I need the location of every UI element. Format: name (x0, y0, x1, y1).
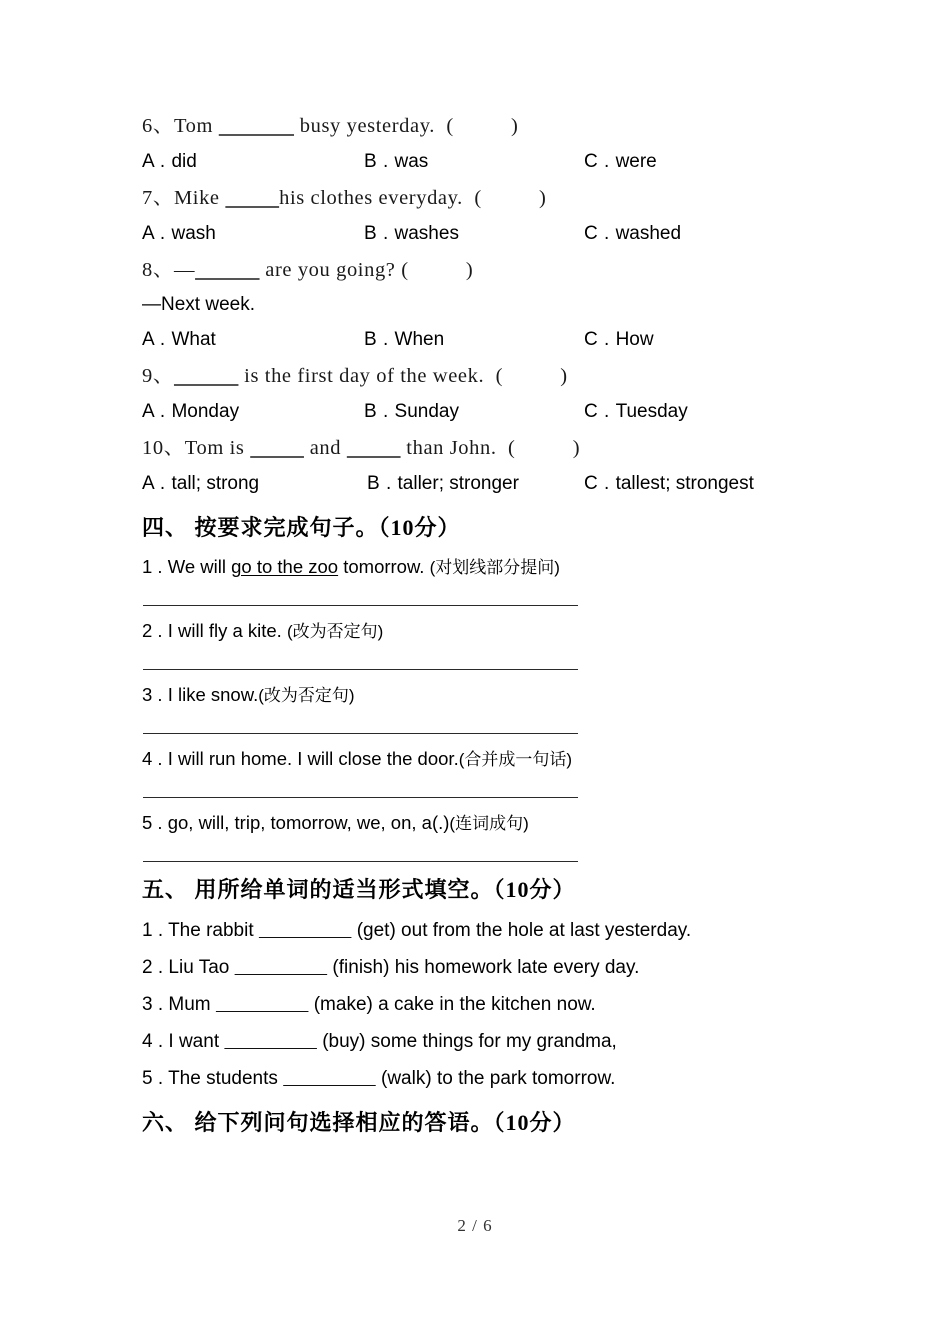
item-5-3-blank[interactable] (216, 994, 309, 1015)
option-9-a-text: Monday (171, 401, 240, 422)
question-stem-10 (142, 430, 842, 466)
section-heading-five: 五、 用所给单词的适当形式填空。（10分） (142, 877, 576, 902)
item-5-1-before: The rabbit (168, 920, 259, 941)
item-4-4-before: I will run home. I will close the door. (167, 748, 459, 769)
option-10-b-text: taller; stronger (397, 473, 519, 494)
item-4-1-number: 1 . (142, 556, 168, 577)
option-8-c[interactable] (584, 322, 654, 358)
item-5-5-number: 5 . (142, 1068, 169, 1089)
item-4-4-number: 4 . (142, 748, 168, 769)
section-five-item-3 (142, 986, 842, 1023)
item-4-5-instruction: (连词成句) (449, 814, 529, 833)
item-4-4-instruction: (合并成一句话) (458, 750, 573, 769)
option-7-b-label: B . (364, 223, 395, 244)
section-five-item-5 (142, 1060, 842, 1097)
item-5-5-after: (walk) to the park tomorrow. (375, 1068, 616, 1089)
item-4-2-instruction: (改为否定句) (286, 622, 384, 641)
section-five-item-4 (142, 1023, 842, 1060)
question-stem-6 (142, 108, 842, 144)
item-5-5-blank[interactable] (283, 1068, 376, 1089)
answer-write-line-4-3[interactable] (143, 733, 578, 734)
option-9-b-label: B . (364, 401, 395, 422)
option-6-a-text: did (171, 151, 197, 172)
section-four-item-3 (142, 678, 842, 713)
q8-blank (195, 259, 260, 281)
option-9-b-text: Sunday (394, 401, 459, 422)
section-four-item-1 (142, 550, 842, 585)
option-8-c-label: C . (584, 329, 616, 350)
item-4-1-underlined: go to the zoo (231, 556, 339, 577)
section-four-item-4 (142, 742, 842, 777)
options-row-10 (142, 466, 842, 502)
option-7-b-text: washes (394, 223, 459, 244)
option-6-a[interactable] (142, 144, 197, 180)
option-9-b[interactable] (364, 394, 459, 430)
q10-blank-2 (347, 437, 401, 459)
option-9-a[interactable] (142, 394, 239, 430)
section-five-item-1 (142, 912, 842, 949)
q6-suffix: busy yesterday. ( ) (294, 115, 519, 137)
item-5-4-before: I want (168, 1031, 225, 1052)
q9-prefix: 9、 (142, 365, 174, 387)
option-10-b[interactable] (367, 466, 519, 502)
option-6-a-label: A . (142, 151, 172, 172)
option-7-a-label: A . (142, 223, 172, 244)
option-6-c-text: were (615, 151, 657, 172)
option-6-b-text: was (394, 151, 429, 172)
item-5-2-after: (finish) his homework late every day. (327, 957, 640, 978)
option-7-a[interactable] (142, 216, 216, 252)
item-4-3-instruction: (改为否定句) (258, 686, 355, 705)
answer-write-line-4-1[interactable] (143, 605, 578, 606)
section-five-item-2 (142, 949, 842, 986)
option-10-c-text: tallest; strongest (615, 473, 754, 494)
page-number-footer: 2 / 6 (457, 1216, 493, 1235)
option-10-b-label: B . (367, 473, 398, 494)
option-8-c-text: How (615, 329, 654, 350)
q9-suffix: is the first day of the week. ( ) (238, 365, 568, 387)
item-5-4-after: (buy) some things for my grandma, (316, 1031, 617, 1052)
question-stem-9 (142, 358, 842, 394)
q6-prefix: 6、Tom (142, 115, 219, 137)
option-7-b[interactable] (364, 216, 459, 252)
option-8-b[interactable] (364, 322, 444, 358)
q7-suffix: his clothes everyday. ( ) (279, 187, 547, 209)
item-5-1-blank[interactable] (259, 920, 352, 941)
q10-blank-1 (250, 437, 304, 459)
option-6-c-label: C . (584, 151, 616, 172)
item-4-1-instruction: (对划线部分提问) (429, 558, 560, 577)
option-9-c-text: Tuesday (615, 401, 688, 422)
option-6-b-label: B . (364, 151, 395, 172)
item-5-4-blank[interactable] (224, 1031, 317, 1052)
q10-prefix: 10、Tom is (142, 437, 251, 459)
option-7-c-text: washed (615, 223, 682, 244)
option-10-a-text: tall; strong (171, 473, 260, 494)
item-4-3-number: 3 . (142, 684, 168, 705)
item-5-1-after: (get) out from the hole at last yesterday. (351, 920, 692, 941)
section-four-item-2 (142, 614, 842, 649)
option-9-c[interactable] (584, 394, 688, 430)
options-row-9 (142, 394, 842, 430)
item-4-2-before: I will fly a kite. (167, 620, 287, 641)
option-8-a-label: A . (142, 329, 172, 350)
option-8-b-label: B . (364, 329, 395, 350)
options-row-8 (142, 322, 842, 358)
item-5-3-before: Mum (168, 994, 216, 1015)
answer-write-line-4-2[interactable] (143, 669, 578, 670)
question-stem-8 (142, 252, 842, 288)
option-9-a-label: A . (142, 401, 172, 422)
option-7-c[interactable] (584, 216, 681, 252)
item-5-2-number: 2 . (142, 957, 169, 978)
section-heading-six: 六、 给下列问句选择相应的答语。（10分） (142, 1110, 576, 1135)
answer-write-line-4-5[interactable] (143, 861, 578, 862)
section-four-item-5 (142, 806, 842, 841)
item-5-5-before: The students (168, 1068, 284, 1089)
q10-mid: and (303, 437, 347, 459)
q8-prefix: 8、— (142, 259, 196, 281)
item-4-1-after: tomorrow. (338, 556, 430, 577)
option-8-a[interactable] (142, 322, 216, 358)
question-8-answer-line: —Next week. (142, 294, 255, 315)
option-10-a[interactable] (142, 466, 259, 502)
item-4-5-before: go, will, trip, tomorrow, we, on, a(.) (167, 812, 450, 833)
options-row-6 (142, 144, 842, 180)
item-5-2-blank[interactable] (235, 957, 328, 978)
options-row-7 (142, 216, 842, 252)
item-5-3-after: (make) a cake in the kitchen now. (308, 994, 596, 1015)
option-8-a-text: What (171, 329, 216, 350)
option-10-c[interactable] (584, 466, 754, 502)
option-8-b-text: When (394, 329, 445, 350)
q9-blank (174, 365, 239, 387)
q10-suffix: than John. ( ) (400, 437, 581, 459)
item-4-3-before: I like snow. (167, 684, 259, 705)
item-5-4-number: 4 . (142, 1031, 169, 1052)
item-4-1-before: We will (167, 556, 232, 577)
item-4-2-number: 2 . (142, 620, 168, 641)
q7-prefix: 7、Mike (142, 187, 226, 209)
page-content (142, 108, 842, 1145)
item-4-5-number: 5 . (142, 812, 168, 833)
option-10-c-label: C . (584, 473, 616, 494)
item-5-1-number: 1 . (142, 920, 169, 941)
item-5-2-before: Liu Tao (168, 957, 235, 978)
question-stem-7 (142, 180, 842, 216)
item-5-3-number: 3 . (142, 994, 169, 1015)
option-9-c-label: C . (584, 401, 616, 422)
q8-suffix: are you going? ( ) (259, 259, 474, 281)
option-7-c-label: C . (584, 223, 616, 244)
q6-blank (219, 115, 294, 137)
option-10-a-label: A . (142, 473, 172, 494)
answer-write-line-4-4[interactable] (143, 797, 578, 798)
option-6-c[interactable] (584, 144, 657, 180)
option-7-a-text: wash (171, 223, 216, 244)
section-heading-four: 四、 按要求完成句子。（10分） (142, 515, 461, 540)
q7-blank (225, 187, 279, 209)
option-6-b[interactable] (364, 144, 428, 180)
